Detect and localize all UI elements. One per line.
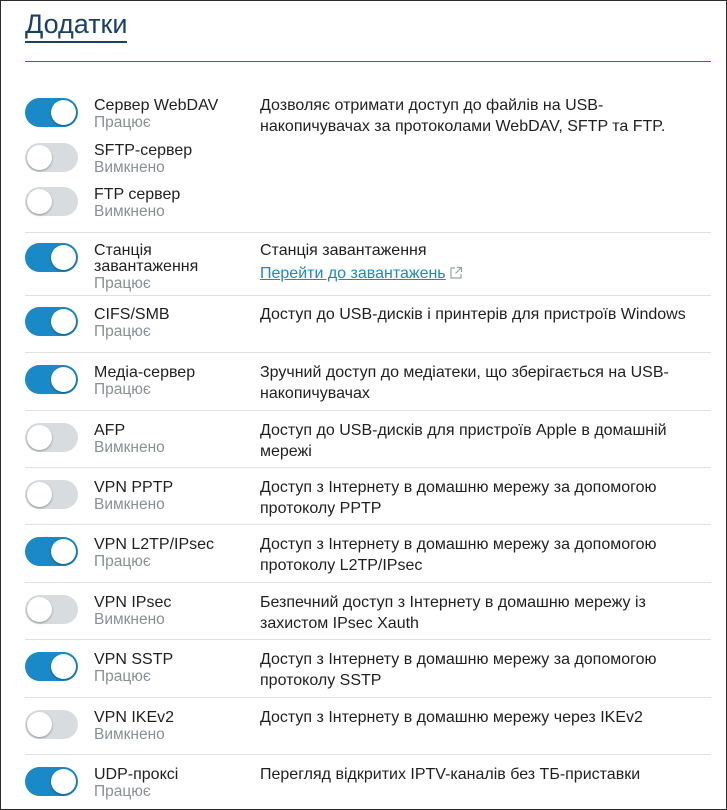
service-cifs [25,307,255,347]
service-group-download-station [25,232,711,296]
service-name: Сервер WebDAV [94,97,219,114]
service-status: Працює [94,114,151,131]
service-group-vpn-sstp [25,639,711,698]
service-group-vpn-ipsec [25,582,711,640]
service-afp [25,423,255,463]
service-group-afp [25,410,711,468]
service-description: Доступ з Інтернету в домашню мережу за допомогою протоколу PPTP [260,479,657,517]
external-link-icon [449,266,463,285]
page-title: Додатки [25,7,127,43]
service-description: Доступ з Інтернету в домашню мережу за допомогою протоколу L2TP/IPsec [260,536,657,574]
service-status: Працює [94,275,151,292]
service-group-vpn-l2tp [25,524,711,583]
toggle-knob [51,309,76,334]
ftp-toggle[interactable] [25,187,78,216]
service-vpn-ipsec [25,595,255,635]
service-download-station [25,243,255,293]
service-description: Доступ з Інтернету в домашню мережу за допомогою протоколу SSTP [260,651,657,689]
service-name: VPN PPTP [94,479,174,496]
title-divider [25,61,711,62]
service-description: Дозволяє отримати доступ до файлів на USB-накопичувачах за протоколами WebDAV, SFTP та FTP. [260,97,666,135]
service-webdav [25,98,255,138]
sftp-toggle[interactable] [25,143,78,172]
toggle-knob [27,145,52,170]
service-status: Працює [94,323,151,340]
vpn-ikev2-toggle[interactable] [25,710,78,739]
service-name: Станція завантаження [94,242,199,275]
service-name: VPN IKEv2 [94,709,175,726]
service-vpn-sstp [25,652,255,692]
toggle-knob [51,100,76,125]
service-vpn-ikev2 [25,710,255,750]
toggle-knob [51,245,76,270]
service-status: Вимкнено [94,726,165,743]
service-group-vpn-pptp [25,467,711,525]
media-server-toggle[interactable] [25,365,78,394]
service-name: SFTP-сервер [94,142,193,159]
service-name: FTP сервер [94,186,181,203]
service-name: Медіа-сервер [94,364,196,381]
downloads-link[interactable] [260,265,463,285]
service-status: Працює [94,381,151,398]
service-description: Безпечний доступ з Інтернету в домашню мережу із захистом IPsec Xauth [260,594,646,632]
webdav-toggle[interactable] [25,98,78,127]
service-vpn-pptp [25,480,255,520]
vpn-pptp-toggle[interactable] [25,480,78,509]
service-description: Доступ до USB-дисків і принтерів для пристроїв Windows [260,306,686,323]
toggle-knob [51,654,76,679]
toggle-knob [51,769,76,794]
toggle-knob [27,425,52,450]
service-description: Доступ з Інтернету в домашню мережу через IKEv2 [260,709,643,726]
service-name: VPN L2TP/IPsec [94,536,215,553]
service-description: Доступ до USB-дисків для пристроїв Apple в домашній мережі [260,422,667,460]
service-group-file-servers [25,93,711,233]
service-status: Працює [94,668,151,685]
service-group-vpn-ikev2 [25,697,711,755]
toggle-knob [27,189,52,214]
download-station-toggle[interactable] [25,243,78,272]
downloads-link-text[interactable]: Перейти до завантажень [260,265,446,282]
service-udp-proxy [25,767,255,807]
service-status: Вимкнено [94,496,165,513]
service-status: Вимкнено [94,611,165,628]
toggle-knob [27,712,52,737]
service-sftp [25,143,255,183]
service-media-server [25,365,255,405]
afp-toggle[interactable] [25,423,78,452]
service-name: AFP [94,422,126,439]
vpn-l2tp-toggle[interactable] [25,537,78,566]
service-group-cifs [25,295,711,353]
service-name: CIFS/SMB [94,306,170,323]
cifs-toggle[interactable] [25,307,78,336]
toggle-knob [51,367,76,392]
service-status: Працює [94,783,151,800]
service-vpn-l2tp [25,537,255,577]
service-status: Вимкнено [94,203,165,220]
service-description: Зручний доступ до медіатеки, що зберігається на USB-накопичувачах [260,364,669,402]
service-group-media-server [25,352,711,411]
vpn-sstp-toggle[interactable] [25,652,78,681]
udp-proxy-toggle[interactable] [25,767,78,796]
vpn-ipsec-toggle[interactable] [25,595,78,624]
service-description: Станція завантаження [260,242,427,259]
service-group-udp-proxy [25,754,711,809]
service-status: Вимкнено [94,439,165,456]
service-name: VPN SSTP [94,651,174,668]
service-name: VPN IPsec [94,594,172,611]
toggle-knob [27,597,52,622]
service-name: UDP-проксі [94,766,179,783]
service-description: Перегляд відкритих IPTV-каналів без ТБ-приставки [260,766,641,783]
service-ftp [25,187,255,227]
toggle-knob [27,482,52,507]
toggle-knob [51,539,76,564]
service-status: Працює [94,553,151,570]
service-status: Вимкнено [94,159,165,176]
